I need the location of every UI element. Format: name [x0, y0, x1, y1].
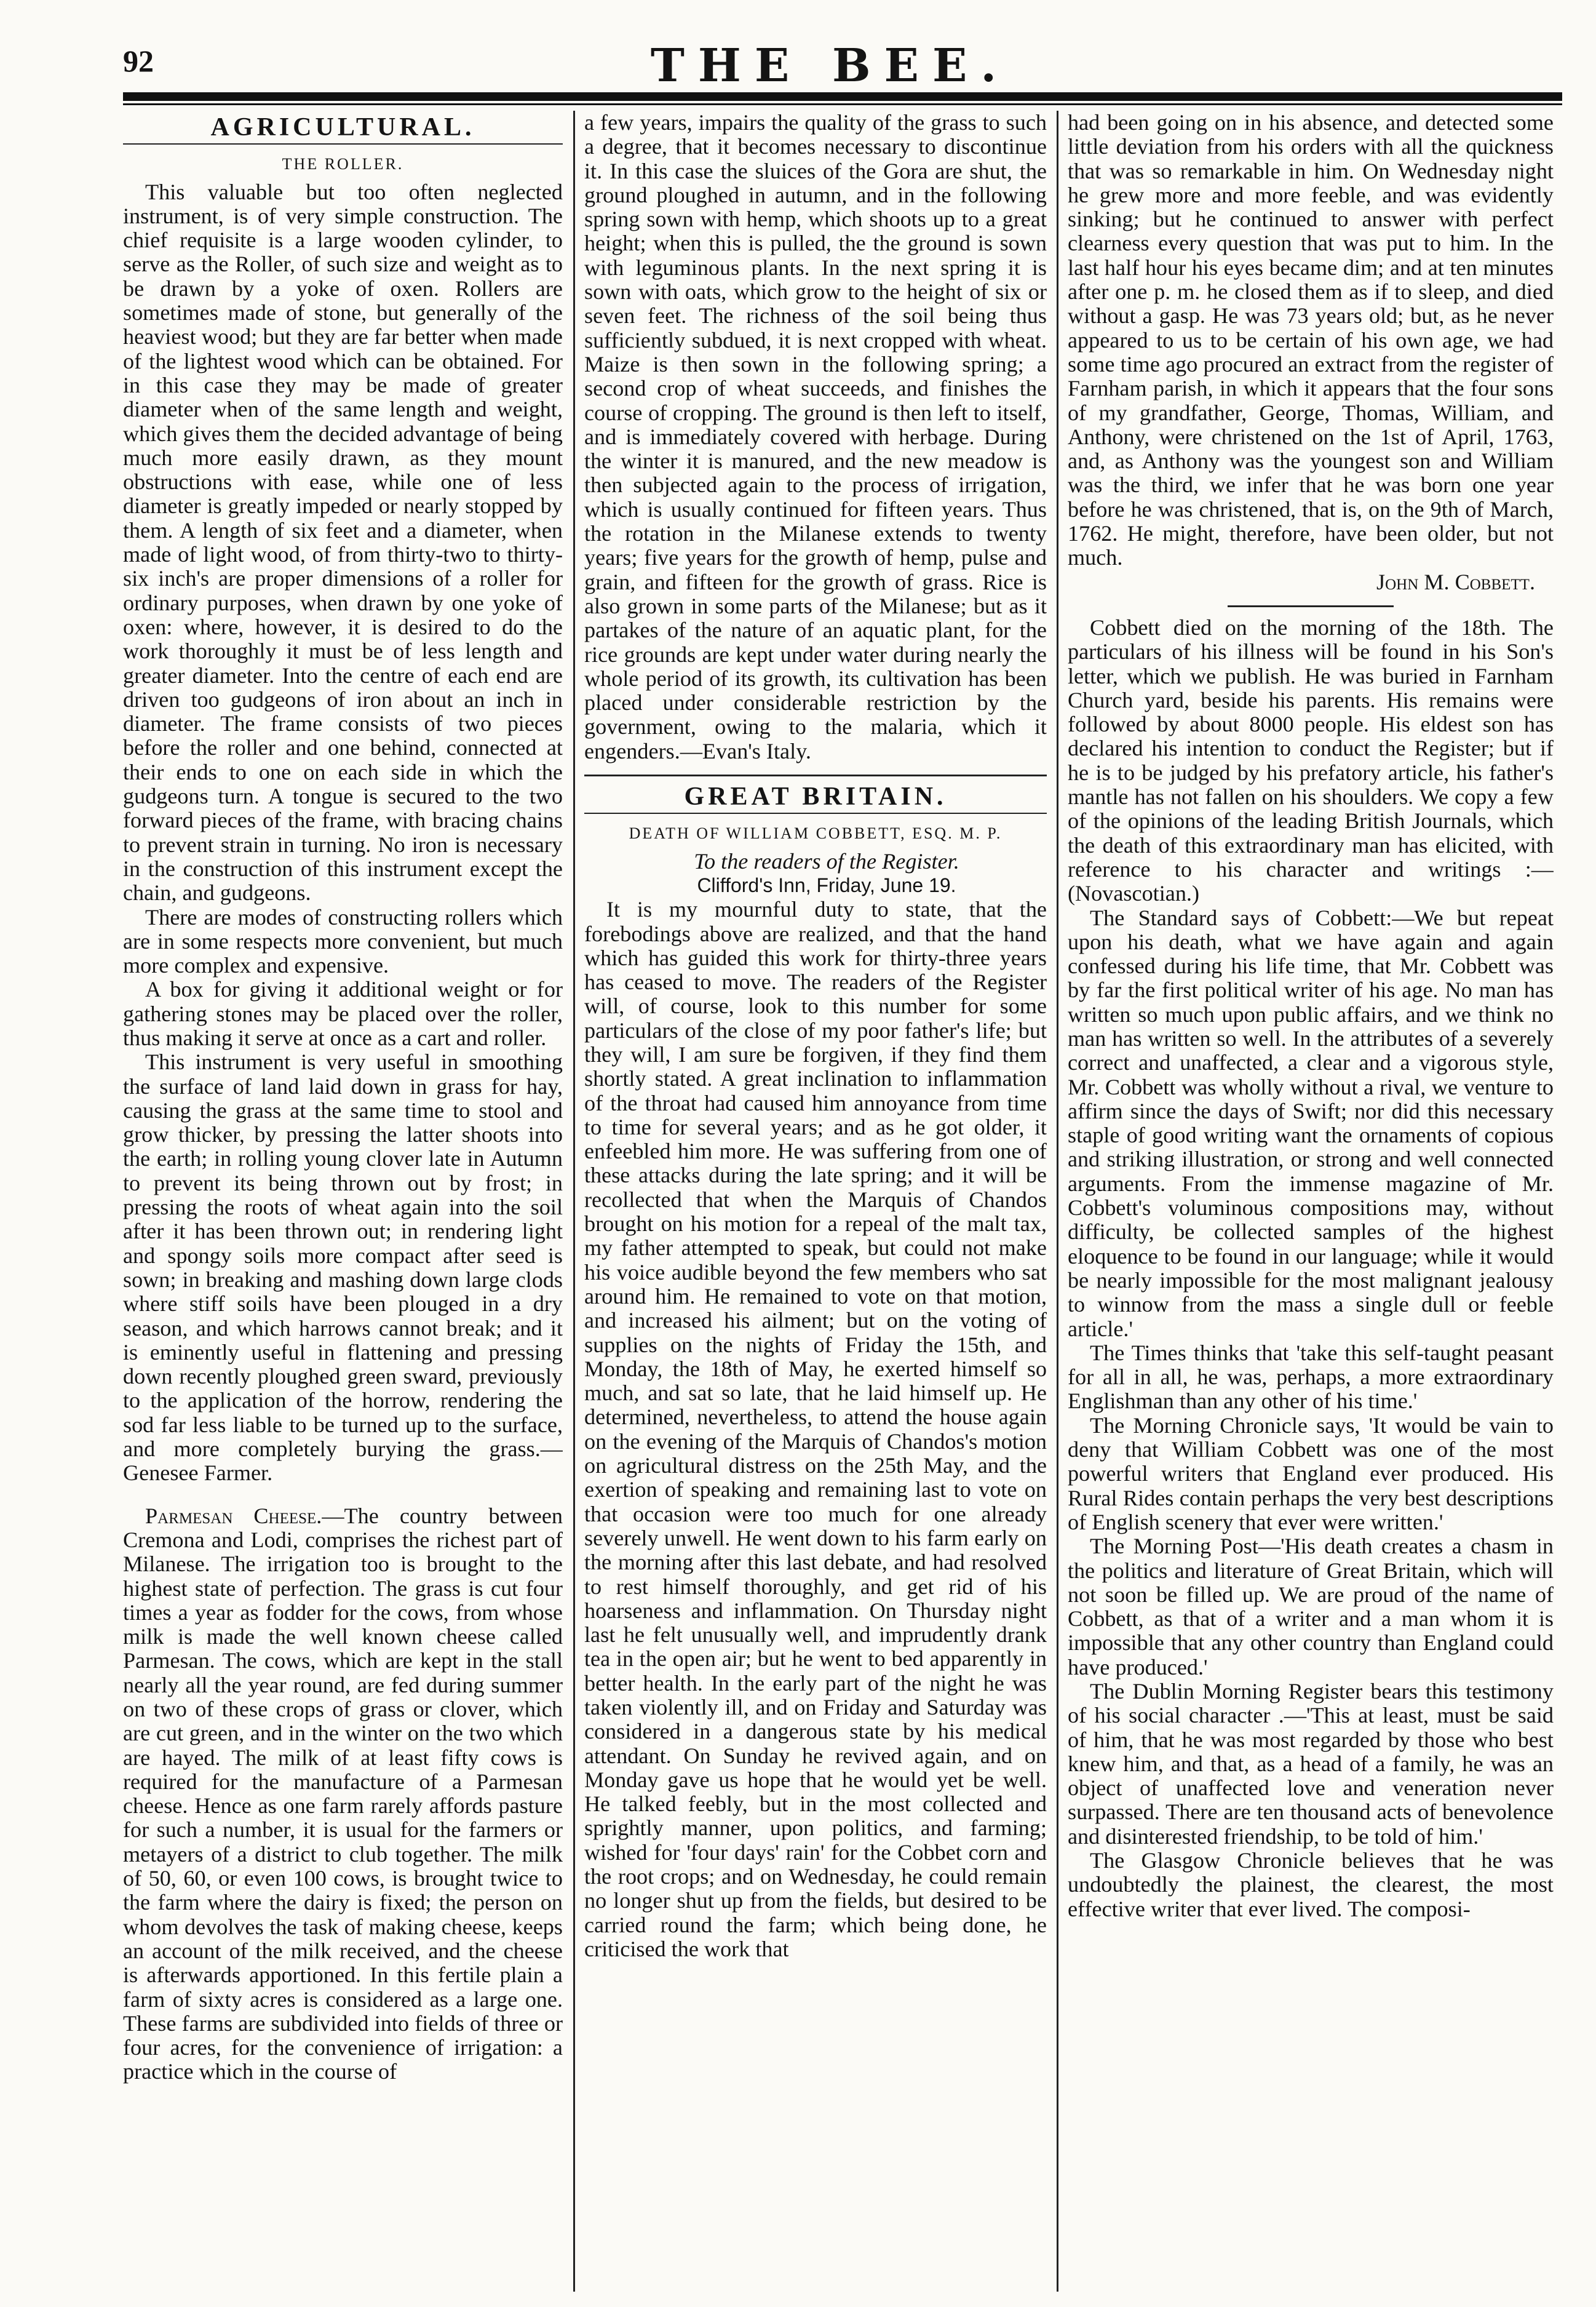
article-paragraph: The Morning Chronicle says, 'It would be vain to deny that William Cobbett was one of the most powerful writers that England ever produced. His Rural Rides contain perhaps the very best descriptions of English scenery that ever were written.' — [1068, 1412, 1554, 1534]
masthead-rule — [123, 92, 1562, 101]
column-divider — [1057, 111, 1058, 2292]
newspaper-title: THE BEE. — [650, 39, 1010, 92]
article-paragraph: Cobbett died on the morning of the 18th. The particulars of his illness will be found in his Son's letter, which we publish. He was buried in Farnham Church yard, beside his parents. His remains were followed by about 8000 people. His eldest son has declared his intention to conduct the Register; but if he is to be judged by his prefatory article, his father's mantle has not fallen on his shoulders. We copy a few of the opinions of the leading British Journals, which the death of this extraordinary man has elicited, with reference to his character and writings :— (Novascotian.) — [1068, 615, 1554, 906]
article-title-cobbett: DEATH OF WILLIAM COBBETT, ESQ. M. P. — [629, 824, 1002, 843]
masthead — [98, 39, 1562, 92]
article-paragraph: The Dublin Morning Register bears this testimony of his social character .—'This at least, must be said of him, that he was most regarded by those who best knew him, and that, as a head of a family, he was an object of unaffected love and veneration never surpassed. There are ten thousand acts of benevolence and disinterested friendship, to be told of him.' — [1068, 1679, 1554, 1849]
cheese-lead: Parmesan Cheese. — [145, 1503, 322, 1528]
masthead-rule-thin — [123, 103, 1562, 105]
heading-rule — [123, 143, 563, 145]
section-heading-great-britain: GREAT BRITAIN. — [684, 783, 947, 811]
column-3 — [1068, 111, 1554, 2292]
cheese-text: —The country between Cremona and Lodi, comprises the richest part of Milanese. The irrigation too is brought to the highest state of perfection. The grass is cut four times a year as fodder for the cows, from whose milk is made the well known cheese called Parmesan. The cows, which are kept in the stall nearly all the year round, are fed during summer on two of these crops of grass or clover, which are cut green, and in the winter on the two which are hayed. The milk of at least fifty cows is required for the manufacture of a Parmesan cheese. Hence as one farm rarely affords pasture for such a number, it is usual for the farmers or metayers of a district to club together. The milk of 50, 60, or even 100 cows, is brought twice to the farm where the dairy is fixed; the person on whom devolves the task of making cheese, keeps an account of the milk received, and the cheese is afterwards apportioned. In this fertile plain a farm of sixty acres is considered as a large one. These farms are subdivided into fields of three or four acres, for the convenience of irrigation: a practice which in the course of — [123, 1503, 563, 2084]
column-divider — [573, 111, 575, 2292]
letter-dateline: Clifford's Inn, Friday, June 19. — [697, 874, 956, 896]
page-number: 92 — [123, 44, 154, 78]
letter-signature: John M. Cobbett. — [1376, 569, 1535, 594]
section-rule — [584, 775, 1047, 776]
letter-body: It is my mournful duty to state, that the forebodings above are realized, and that the hand which has guided this work for thirty-three years has ceased to move. The readers of the Register will, of course, look to this number for some particulars of the close of my poor father's life; but they will, I am sure be forgiven, if they find them shortly stated. A great inclination to inflammation of the throat had caused him annoyance from time to time for several years; and as he got older, it enfeebled him more. He was suffering from one of these attacks during the late spring; and it will be recollected that when the Marquis of Chandos brought on his motion for a repeal of the malt tax, my father attempted to speak, but could not make his voice audible beyond the few members who sat around him. He remained to vote on that motion, and increased his ailment; but on the voting of supplies on the nights of Friday the 15th, and Monday, the 18th of May, he exerted himself so much, and sat so late, that he laid himself up. He determined, nevertheless, to attend the house again on the evening of the Marquis of Chandos's motion on agricultural distress on the 25th May, and the exertion of speaking and remaining last to vote on that occasion were too much for one already severely unwell. He went down to his farm early on the morning after this last debate, and had resolved to rest himself thoroughly, and get rid of his hoarseness and inflammation. On Thursday night last he felt unusually well, and imprudently drank tea in the open air; but he went to bed apparently in better health. In the early part of the night he was taken violently ill, and on Friday and Saturday was considered in a dangerous state by his medical attendant. On Sunday he revived again, and on Monday gave us hope that he would yet be well. He talked feebly, but in the most collected and sprightly manner, upon politics, and farming; wished for 'four days' rain' for the Cobbet corn and the root crops; and on Wednesday, he could remain no longer shut up from the fields, but desired to be carried round the farm; which being done, he criticised the work that — [584, 897, 1047, 1961]
section-heading-agricultural: AGRICULTURAL. — [210, 113, 475, 141]
article-paragraph-cheese-cont: a few years, impairs the quality of the grass to such a degree, that it becomes necessary to discontinue it. In this case the sluices of the Gora are shut, the ground ploughed in autumn, and in the following spring sown with hemp, which shoots up to a great height; when this is pulled, the the ground is sown with leguminous plants. In the next spring it is sown with oats, which grow to the height of six or seven feet. The richness of the soil being thus sufficiently subdued, it is next cropped with wheat. Maize is then sown in the following spring; a second crop of wheat succeeds, and finishes the course of cropping. The ground is then left to itself, and is immediately covered with herbage. During the winter it is manured, and the new meadow is then subjected again to the process of irrigation, which is usually continued for fifteen years. Thus the rotation in the Milanese extends to twenty years; five years for the growth of hemp, pulse and grain, and fifteen for the growth of grass. Rice is also grown in some parts of the Milanese; but as it partakes of the nature of an aquatic plant, for the rice grounds are kept under water during nearly the whole period of its growth, its cultivation has been placed under considerable restriction by the government, owing to the malaria, which it engenders.—Evan's Italy. — [584, 111, 1047, 763]
article-paragraph: This instrument is very useful in smoothing the surface of land laid down in grass for hay, causing the grass at the same time to stool and grow thicker, by pressing the latter shoots into the earth; in rolling young clover late in Autumn to prevent its being thrown out by frost; in pressing the roots of wheat again into the soil after it has been thrown out; in rendering light and spongy soils more compact after seed is sown; in breaking and mashing down large clods where stiff soils have been plouged in a dry season, and which harrows cannot break; and it is eminently useful in flattening and pressing down recently ploughed green sward, previously to the application of the horrow, rendering the sod far less liable to be turned up to the surface, and more completely burying the grass.—Genesee Farmer. — [123, 1050, 563, 1486]
article-paragraph: The Times thinks that 'take this self-taught peasant for all in all, he was, perhaps, a more extraordinary Englishman than any other of his time.' — [1068, 1340, 1554, 1414]
letter-address: To the readers of the Register. — [694, 848, 959, 874]
column-2 — [584, 111, 1047, 2292]
article-paragraph: The Glasgow Chronicle believes that he was undoubtedly the plainest, the clearest, the most effective writer that ever lived. The composi- — [1068, 1848, 1554, 1921]
letter-body-cont: had been going on in his absence, and detected some little deviation from his orders with all the quickness that was so remarkable in him. On Wednesday night he grew more and more feeble, and was evidently sinking; but he continued to answer with perfect clearness every question that was put to him. In the last half hour his eyes became dim; and at ten minutes after one p. m. he closed them as if to sleep, and died without a gasp. He was 73 years old; but, as he never appeared to us to be certain of his own age, we had some time ago procured an extract from the register of Farnham parish, in which it appears that the four sons of my grandfather, George, Thomas, William, and Anthony, were christened on the 1st of April, 1763, and, as Anthony was the youngest son and William was the third, we infer that he was born one year before he was christened, that is, on the 9th of March, 1762. He might, therefore, have been older, but not much. — [1068, 111, 1554, 570]
article-paragraph: The Standard says of Cobbett:—We but repeat upon his death, what we have again and again confessed during his life time, that Mr. Cobbett was by far the first political writer of his age. No man has written so much upon public affairs, and we think no man has written so well. In the attributes of a severely correct and unaffected, a clear and a vigorous style, Mr. Cobbett was wholly without a rival, we venture to affirm since the days of Swift; nor did this necessary staple of good writing want the ornaments of copious and striking illustration, or strong and well connected arguments. From the immense magazine of Mr. Cobbett's voluminous compositions may, without difficulty, be collected samples of the highest eloquence to be found in our language; while it would be nearly impossible for the most malignant jealousy to winnow from the mass a single dull or feeble article.' — [1068, 905, 1554, 1341]
short-rule — [1228, 605, 1394, 607]
article-paragraph: The Morning Post—'His death creates a chasm in the politics and literature of Great Britain, which will not soon be filled up. We are proud of the name of Cobbett, as that of a writer and a man whom it is impossible that any other country than England could have produced.' — [1068, 1534, 1554, 1679]
article-paragraph-cheese — [123, 1504, 563, 2084]
article-paragraph: This valuable but too often neglected instrument, is of very simple construction. The chief requisite is a large wooden cylinder, to serve as the Roller, of such size and weight as to be drawn by a yoke of oxen. Rollers are sometimes made of stone, but generally of the heaviest wood; but they are far better when made of the lightest wood which can be obtained. For in this case they may be made of greater diameter when of the same length and weight, which gives them the decided advantage of being much more easily drawn, as they mount obstructions with ease, while one of less diameter is greatly impeded or nearly stopped by them. A length of six feet and a diameter, when made of light wood, of from thirty-two to thirty-six inch's are proper dimensions of a roller for ordinary purposes, when drawn by one yoke of oxen: where, however, it is desired to do the work thoroughly it must be of less length and greater diameter. Into the centre of each end are driven too gudgeons of iron about an inch in diameter. The frame consists of two pieces before the roller and one behind, connected at their ends to one on each side in which the gudgeons turn. A tongue is secured to the two forward pieces of the frame, with bracing chains to prevent strain in turning. No iron is necessary in the construction of this instrument except the chain, and gudgeons. — [123, 179, 563, 906]
article-paragraph: There are modes of constructing rollers which are in some respects more convenient, but much more complex and expensive. — [123, 904, 563, 978]
article-title-roller: THE ROLLER. — [282, 155, 404, 173]
column-1 — [123, 111, 563, 2292]
heading-rule — [584, 813, 1047, 814]
article-paragraph: A box for giving it additional weight or for gathering stones may be placed over the roller, thus making it serve at once as a cart and roller. — [123, 977, 563, 1050]
